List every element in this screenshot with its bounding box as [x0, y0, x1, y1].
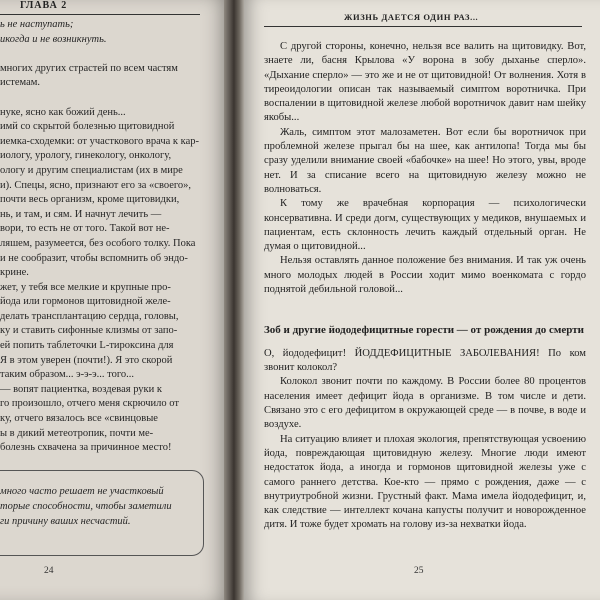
paragraph: Жаль, симптом этот малозаметен. Вот если бы воротничок при проблемной железе прыгал бы на шее, как антилопа! Тогда мы бы сразу уделили внимание своей «бабочке» на шее! Но этого, увы, вроде нет. И за списание всего на щитовидную железу можно не волноваться. [264, 126, 586, 195]
text-line: нь, и там, и сям. И начнут лечить — [0, 208, 162, 220]
text-line: ку, отчего вязалось все «свинцовые [0, 413, 158, 425]
text-line: иологу, урологу, гинекологу, онкологу, [0, 150, 172, 162]
text-line: йода или гормонов щитовидной желе- [0, 296, 171, 308]
paragraph: Колокол звонит почти по каждому. В России более 80 процентов населения имеет дефицит йода в организме. В том числе и дети. Связано это с его дефицитом в окружающей среде — в почве, в воде и воздухе. [264, 376, 586, 431]
text-line: ей попить таблеточки L-тироксина для [0, 340, 174, 352]
right-running-head [264, 2, 582, 27]
paragraph: На ситуацию влияет и плохая экология, препятствующая усвоению йода, повреждающая щитовидную железу. Многие люди имеют недостаток йода, а иногда и гормонов щитовидной железы уже с самого раннего детства. Кое-кто — прямо с рождения, даже — с внутриутробной жизни. Грустный факт. Мама имела йододефицит, и, как следствие — интеллект кочана капусты получит и новорожденное дитя. И тоже будет хромать на голову из-за нехватки йода. [264, 433, 586, 531]
paragraph: С другой стороны, конечно, нельзя все валить на щитовидку. Вот, знаете ли, басня Крылова «У ворона в зобу дыханье сперло». «Дыхание сперло» — это же и не от щитовидной! От волнения. Хотя в тиреоидологии описан так называемый симптом воротничка. При воспалении в щитовидной железе любой воротничок давит нам шейку якобы... [264, 41, 586, 124]
callout-text [0, 484, 200, 529]
text-line: многих других страстей по всем частям [0, 62, 178, 74]
callout-line: ги причину ваших несчастий. [0, 516, 131, 527]
text-line: — вопят пациентка, воздевая руки к [0, 383, 163, 395]
text-line: крине. [0, 267, 29, 279]
callout-line: торые способности, чтобы заметили [0, 501, 172, 512]
right-page-number: 25 [414, 566, 424, 576]
text-line: имй со скрытой болезнью щитовидной [0, 121, 175, 133]
left-running-head-text: ГЛАВА 2 [20, 0, 68, 11]
text-line: ляшем, разумеется, без особого толку. Пока [0, 237, 196, 249]
text-line: истемам. [0, 77, 41, 89]
left-page-text [0, 18, 226, 456]
text-line: таким образом... э-э-э... того... [0, 369, 135, 381]
text-line: Я в этом уверен (почти!). Я это скорой [0, 354, 173, 366]
right-page-body [264, 40, 586, 533]
text-line [0, 47, 226, 62]
text-line: делать трансплантацию сердца, головы, [0, 310, 179, 322]
text-line: и). Спецы, ясно, признают его за «своего», [0, 179, 192, 191]
text-line: ологу и другим специалистам (их в мире [0, 164, 183, 176]
paragraph: О, йододефицит! ЙОДДЕФИЦИТНЫЕ ЗАБОЛЕВАНИЯ! По ком звонит колокол? [264, 347, 586, 374]
text-line: вори, то есть не от того. Такой вот не- [0, 223, 170, 235]
text-line: нуке, ясно как божий день... [0, 106, 126, 118]
left-running-head [0, 0, 200, 15]
text-line: го произошло, отчего меня скрючило от [0, 398, 179, 410]
paragraph: К тому же врачебная корпорация — психологически консервативна. И среди догм, существующих у медиков, внушаемых и пациентам, есть склонность лечить каждый отдельный орган. Не думая о щитовидной... [264, 198, 586, 253]
text-line [0, 91, 226, 106]
text-line: икогда и не возникнуть. [0, 33, 107, 45]
callout-line: много часто решает не участковый [0, 486, 164, 497]
left-page-number: 24 [44, 566, 54, 576]
text-line: ку и ставить сифонные клизмы от запо- [0, 325, 178, 337]
text-line: ы в дикий метеотропик, почти ме- [0, 427, 154, 439]
text-line: болезнь схвачена за причинное место! [0, 442, 172, 454]
text-line: ь не наступать; [0, 19, 74, 30]
text-line: и не сообразит, чтобы вспомнить об эндо- [0, 252, 188, 264]
right-page [244, 0, 600, 600]
book-gutter [224, 0, 246, 600]
text-line: иемка-сходемки: от участкового врача к кар- [0, 135, 199, 147]
paragraph: Нельзя оставлять данное положение без внимания. И так уж очень много молодых людей в России ходит мимо военкомата с гордо поднятой дебильной головой... [264, 255, 586, 296]
text-line: жет, у тебя все мелкие и крупные про- [0, 281, 171, 293]
text-line: почти весь организм, кроме щитовидки, [0, 194, 180, 206]
section-heading: Зоб и другие йододефицитные горести — от рождения до смерти [264, 324, 584, 337]
right-running-head-text: ЖИЗНЬ ДАЕТСЯ ОДИН РАЗ... [344, 12, 479, 22]
left-page [0, 0, 232, 600]
